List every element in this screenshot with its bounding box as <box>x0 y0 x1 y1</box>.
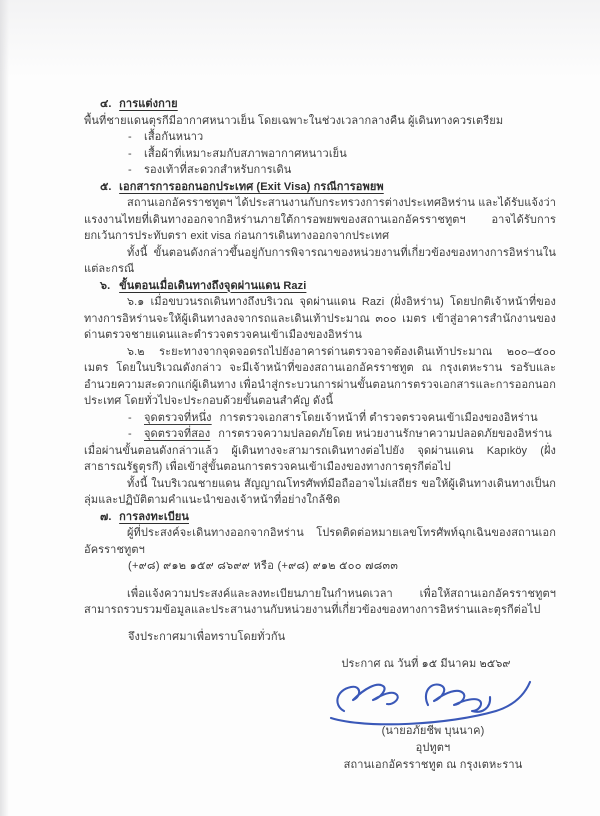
section-7-heading <box>100 509 556 526</box>
section-4-number: ๔. <box>100 98 112 110</box>
list-item-text: เสื้อผ้าที่เหมาะสมกับสภาพอากาศหนาวเย็น <box>144 147 347 160</box>
section-6-title: ขั้นตอนเมื่อเดินทางถึงจุดผ่านแดน Razi <box>119 279 307 292</box>
document-body <box>84 96 556 774</box>
section-5-number: ๕. <box>100 180 112 193</box>
dash-bullet: - <box>128 147 132 160</box>
list-item-text: เสื้อกันหนาว <box>144 131 204 143</box>
paragraph-6-1: ๖.๑ เมื่อขบวนรถเดินทางถึงบริเวณ จุดผ่านแดน Razi (ฝั่งอิหร่าน) โดยปกติเจ้าหน้าที่ของทางการอิหร่านจะให้ผู้เดินทางลงจากรถและเดินเท้าประมาณ ๓๐๐ เมตร เข้าสู่อาคารสำนักงานของด่านตรวจชายแดนและตำรวจตรวจคนเข้าเมืองของอิหร่าน <box>84 296 556 341</box>
page-edge-shadow <box>0 0 9 816</box>
signatory-name: (นายอภัยชีพ บุนนาค) <box>381 724 485 737</box>
section-4-heading <box>100 96 556 113</box>
checkpoint-text <box>144 426 552 443</box>
section-7-title: การลงทะเบียน <box>119 510 189 523</box>
signature-handwriting-icon <box>324 669 540 731</box>
closing-statement: จึงประกาศมาเพื่อทราบโดยทั่วกัน <box>128 630 286 643</box>
list-item <box>128 162 556 179</box>
checkpoint-item-1 <box>128 410 556 427</box>
signatory-office: สถานเอกอัครราชทูต ณ กรุงเตหะราน <box>343 758 523 771</box>
signature-block <box>310 656 556 774</box>
checkpoint-text <box>144 410 538 427</box>
section-6-heading <box>100 278 556 295</box>
dash-bullet: - <box>128 164 132 176</box>
emergency-phone-numbers: (+๙๘) ๙๑๒ ๑๕๙ ๘๖๙๙ หรือ (+๙๘) ๙๑๒ ๕๐๐ ๗๘๓๓ <box>128 560 399 572</box>
list-item <box>128 129 556 146</box>
signatory-position: อุปทูตฯ <box>415 741 451 754</box>
checkpoint-2-label: จุดตรวจที่สอง <box>144 428 211 440</box>
checkpoint-1-label: จุดตรวจที่หนึ่ง <box>144 411 212 424</box>
paragraph-6-2: ๖.๒ ระยะทางจากจุดจอดรถไปยังอาคารด่านตรวจอาจต้องเดินเท้าประมาณ ๒๐๐–๕๐๐ เมตร โดยในบริเวณดังกล่าว จะมีเจ้าหน้าที่ของสถานเอกอัครราชทูต ณ กรุงเตหะราน รอรับและอำนวยความสะดวกแก่ผู้เดินทาง เพื่อนำสู่กระบวนการผ่านขั้นตอนการตรวจเอกสารและการออกนอกประเทศ โดยทั่วไปจะประกอบด้วยขั้นตอนสำคัญ ดังนี้ <box>84 345 556 407</box>
section-5-heading <box>100 179 556 196</box>
section-4-title: การแต่งกาย <box>119 98 178 110</box>
paragraph: เมื่อผ่านขั้นตอนดังกล่าวแล้ว ผู้เดินทางจะสามารถเดินทางต่อไปยัง จุดผ่านแดน Kapıköy (ฝั่งสาธารณรัฐตุรกี) เพื่อเข้าสู่ขั้นตอนการตรวจคนเข้าเมืองของทางการตุรกีต่อไป <box>84 444 556 473</box>
page-top-shadow <box>0 0 600 78</box>
announcement-date: ประกาศ ณ วันที่ ๑๕ มีนาคม ๒๕๖๙ <box>341 658 511 670</box>
paragraph: ทั้งนี้ ในบริเวณชายแดน สัญญาณโทรศัพท์มือถืออาจไม่เสถียร ขอให้ผู้เดินทางเดินทางเป็นกลุ่มและปฏิบัติตามคำแนะนำของเจ้าหน้าที่อย่างใกล้ชิด <box>84 477 556 506</box>
paragraph: เพื่อแจ้งความประสงค์และลงทะเบียนภายในกำหนดเวลา เพื่อให้สถานเอกอัครราชทูตฯ สามารถรวบรวมข้อมูลและประสานงานกับหน่วยงานที่เกี่ยวข้องของทางการอิหร่านและตุรกีต่อไป <box>84 587 556 616</box>
section-4-intro: พื้นที่ชายแดนตุรกีมีอากาศหนาวเย็น โดยเฉพาะในช่วงเวลากลางคืน ผู้เดินทางควรเตรียม <box>84 114 504 127</box>
paragraph: สถานเอกอัครราชทูตฯ ได้ประสานงานกับกระทรวงการต่างประเทศอิหร่าน และได้รับแจ้งว่า แรงงานไทยที่เดินทางออกจากอิหร่านภายใต้การอพยพของสถานเอกอัครราชทูตฯ อาจได้รับการยกเว้นการประทับตรา exit visa ก่อนการเดินทางออกจากประเทศ <box>84 197 556 242</box>
checkpoint-2-desc: การตรวจความปลอดภัยโดย หน่วยงานรักษาความปลอดภัยของอิหร่าน <box>218 428 552 440</box>
checkpoint-item-2 <box>128 426 556 443</box>
dash-bullet: - <box>128 411 132 424</box>
dash-bullet: - <box>128 428 132 440</box>
dash-bullet: - <box>128 131 132 143</box>
paragraph: ทั้งนี้ ขั้นตอนดังกล่าวขึ้นอยู่กับการพิจารณาของหน่วยงานที่เกี่ยวข้องของทางการอิหร่านในแต่ละกรณี <box>84 246 556 275</box>
section-5-title: เอกสารการออกนอกประเทศ (Exit Visa) กรณีการอพยพ <box>119 180 384 193</box>
checkpoint-1-desc: การตรวจเอกสารโดยเจ้าหน้าที่ ตำรวจตรวจคนเข้าเมืองของอิหร่าน <box>219 411 538 424</box>
list-item-text: รองเท้าที่สะดวกสำหรับการเดิน <box>144 164 292 176</box>
list-item <box>128 146 556 163</box>
signature-area <box>310 675 556 727</box>
section-6-number: ๖. <box>100 279 111 292</box>
section-7-number: ๗. <box>100 510 112 523</box>
paragraph: ผู้ที่ประสงค์จะเดินทางออกจากอิหร่าน โปรดติดต่อหมายเลขโทรศัพท์ฉุกเฉินของสถานเอกอัครราชทูตฯ <box>84 527 556 556</box>
